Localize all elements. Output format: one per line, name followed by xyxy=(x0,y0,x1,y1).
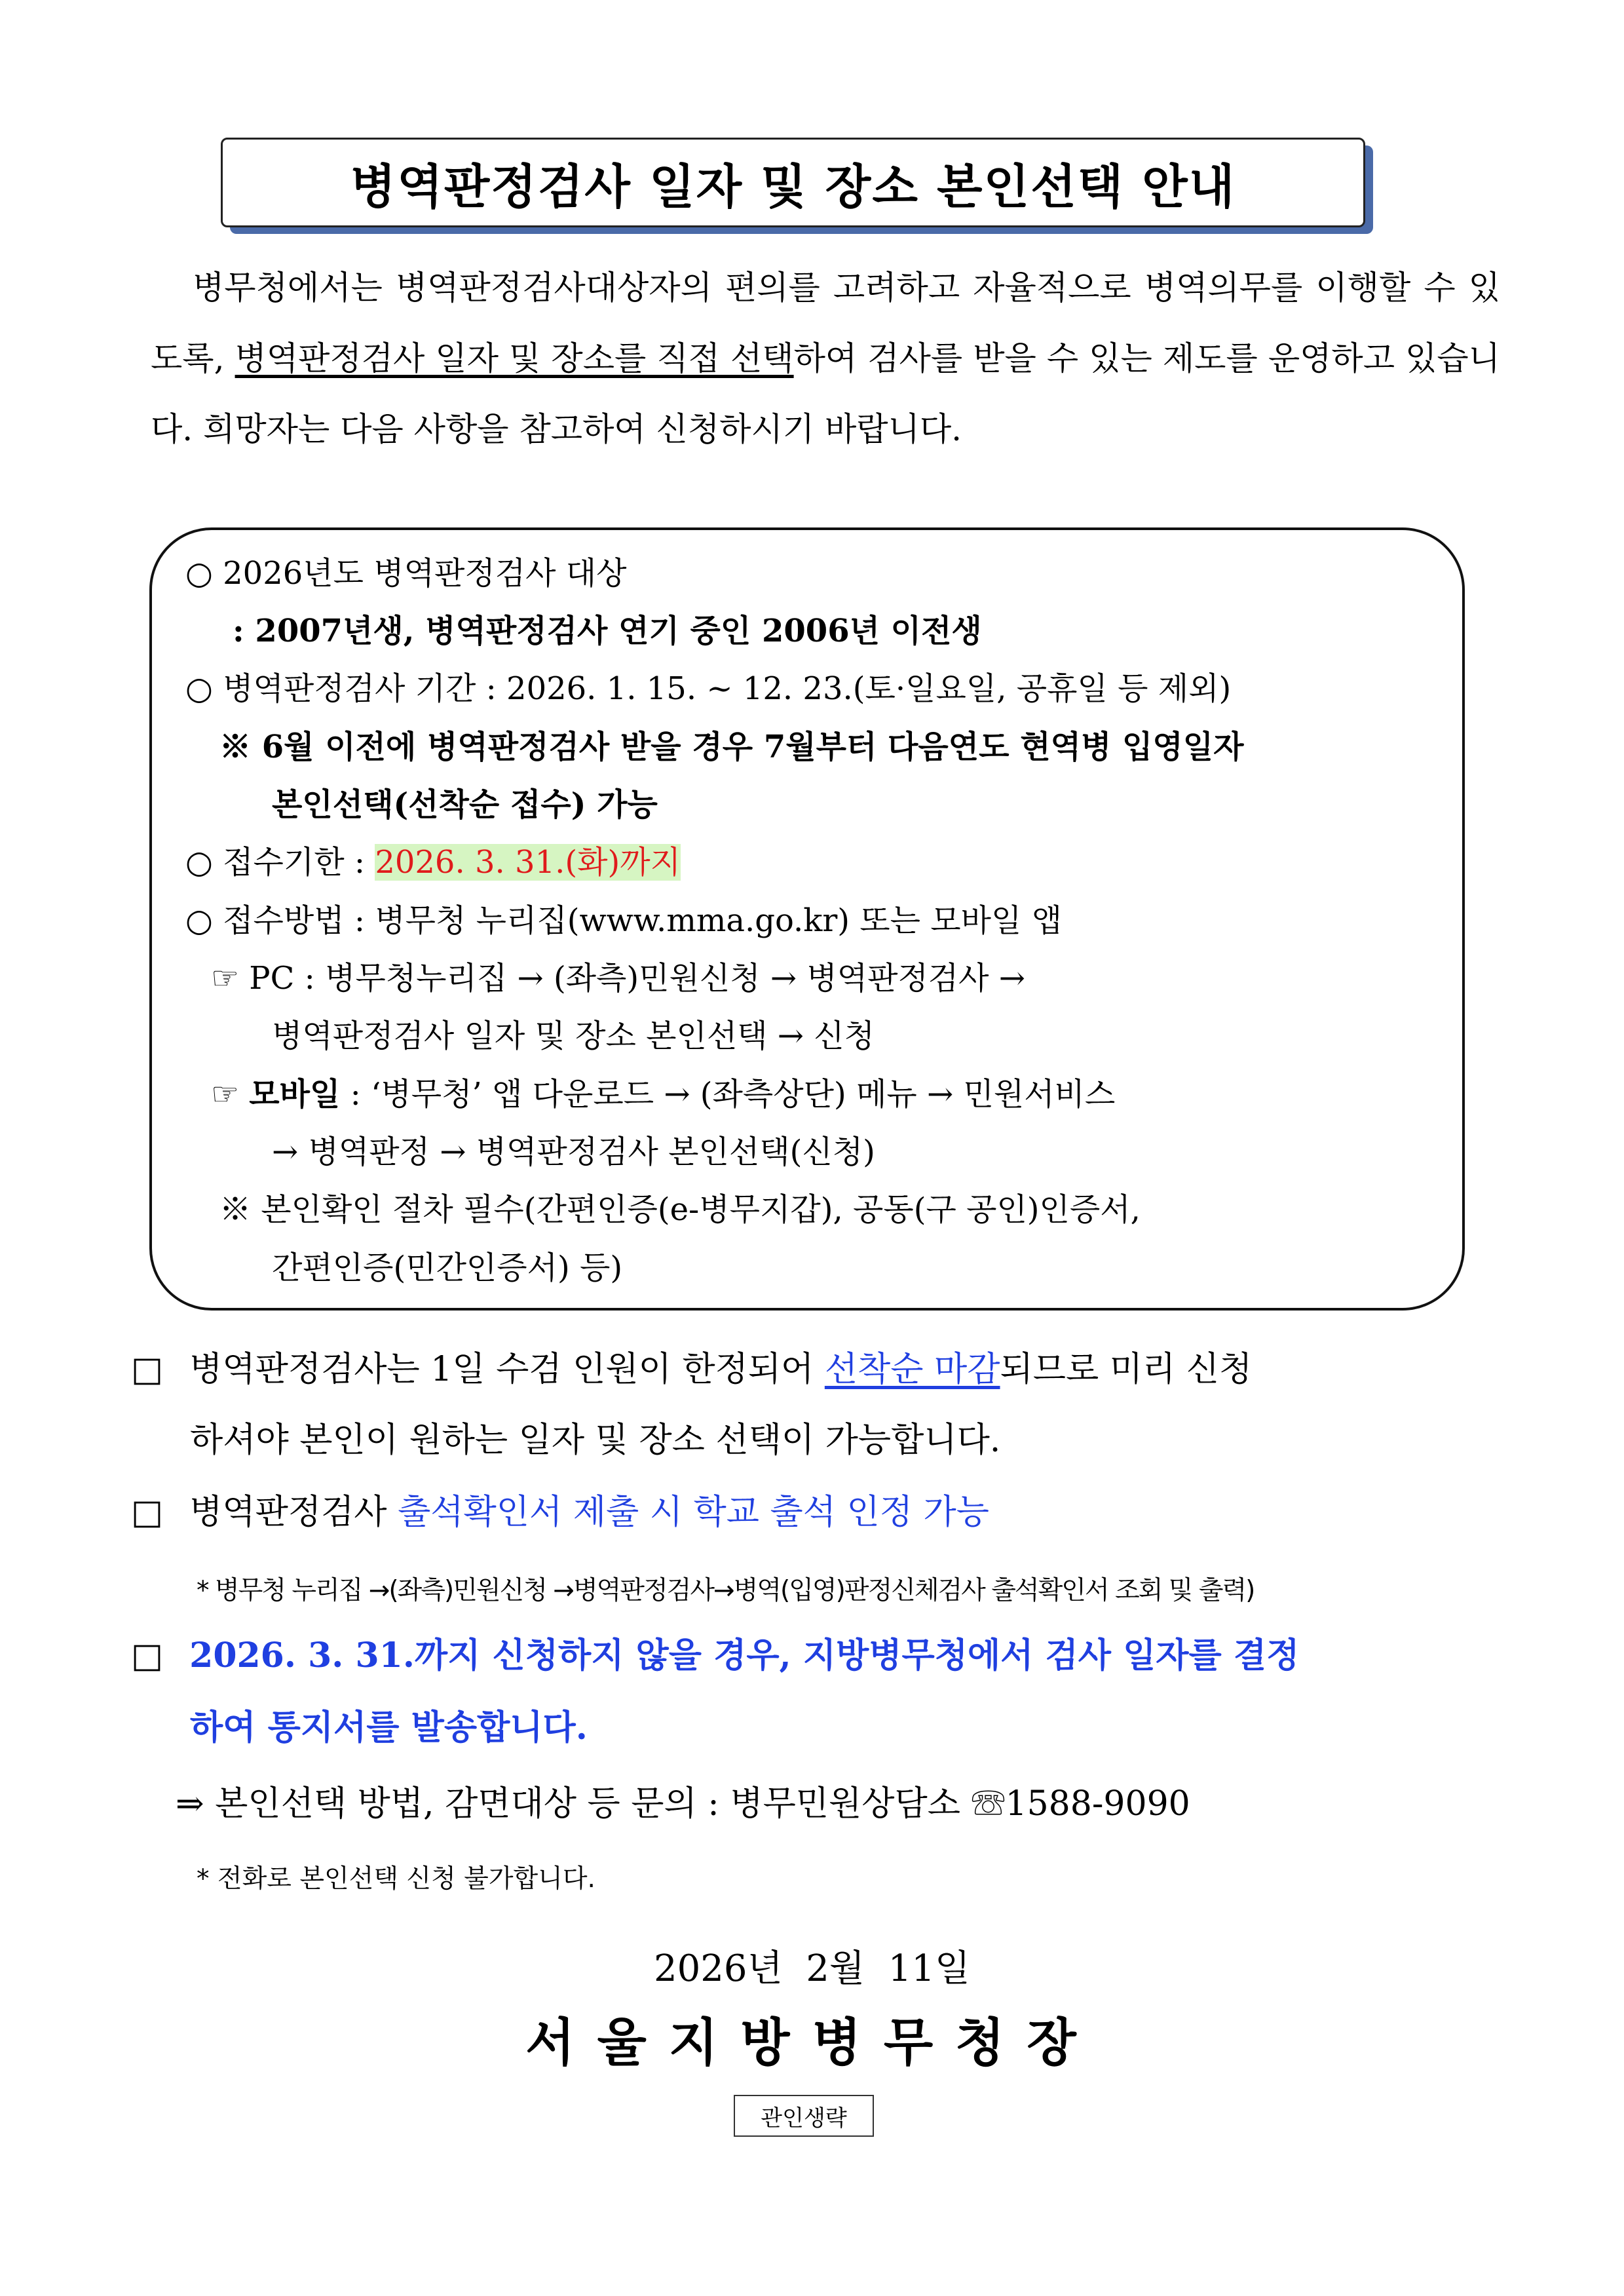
auth-note-1: ※ 본인확인 절차 필수(간편인증(e-병무지갑), 공동(구 공인)인증서, xyxy=(219,1191,1141,1228)
target-label: ○ 2026년도 병역판정검사 대상 xyxy=(185,555,627,592)
target-detail: : 2007년생, 병역판정검사 연기 중인 2006년 이전생 xyxy=(233,613,982,649)
period-note-1: ※ 6월 이전에 병역판정검사 받을 경우 7월부터 다음연도 현역병 입영일자 xyxy=(219,729,1244,765)
bullet-2-text: 병역판정검사 xyxy=(189,1493,398,1532)
bullet-3-line-1 xyxy=(131,1636,1299,1675)
title-box xyxy=(221,138,1365,227)
bullet-1-line-2: 하셔야 본인이 원하는 일자 및 장소 선택이 가능합니다. xyxy=(190,1421,1001,1460)
mobile-path-2: → 병역판정 → 병역판정검사 본인선택(신청) xyxy=(272,1134,875,1170)
exam-period: ○ 병역판정검사 기간 : 2026. 1. 15. ~ 12. 23.(토·일요일, 공휴일 등 제외) xyxy=(185,670,1232,707)
apply-method: ○ 접수방법 : 병무청 누리집(www.mma.go.kr) 또는 모바일 앱 xyxy=(185,902,1062,939)
deadline-value: 2026. 3. 31.(화)까지 xyxy=(375,844,681,881)
attendance-path-note: * 병무청 누리집 →(좌측)민원신청 →병역판정검사→병역(입영)판정신체검사 출석확인서 조회 및 출력) xyxy=(197,1576,1255,1605)
bullet-2-line xyxy=(131,1493,989,1532)
bullet-3-line-2: 하여 통지서를 발송합니다. xyxy=(190,1708,588,1748)
deadline-label: ○ 접수기한 : xyxy=(185,844,375,881)
intro-part-2: 하여 검사를 받을 수 있는 제도를 운영하고 있습니다. 희망자는 다음 사항을 참고하여 신청하시기 바랍니다. xyxy=(151,339,1500,448)
issue-date: 2026년 2월 11일 xyxy=(654,1947,970,1990)
pointer-icon: ☞ xyxy=(211,1076,250,1113)
checkbox-icon: □ xyxy=(131,1636,164,1675)
intro-paragraph xyxy=(151,252,1500,465)
pc-path-2: 병역판정검사 일자 및 장소 본인선택 → 신청 xyxy=(272,1018,875,1054)
pc-path-1: ☞ PC : 병무청누리집 → (좌측)민원신청 → 병역판정검사 → xyxy=(211,960,1026,997)
mobile-path-1 xyxy=(211,1075,1115,1114)
bullet-3-text-a: 2026. 3. 31.까지 신청하지 않을 경우, 지방병무청에서 검사 일자를 결정 xyxy=(189,1636,1300,1675)
intro-underlined: 병역판정검사 일자 및 장소를 직접 선택 xyxy=(235,339,794,377)
issuer-signature: 서울지방병무청장 xyxy=(525,2013,1099,2073)
page-title: 병역판정검사 일자 및 장소 본인선택 안내 xyxy=(350,159,1236,214)
checkbox-icon: □ xyxy=(131,1350,164,1389)
bullet-1-text-b: 되므로 미리 신청 xyxy=(1000,1350,1253,1389)
deadline-line xyxy=(185,843,681,882)
mobile-path-text: : ‘병무청’ 앱 다운로드 → (좌측상단) 메뉴 → 민원서비스 xyxy=(340,1076,1116,1113)
first-come-link: 선착순 마감 xyxy=(824,1350,1000,1389)
mobile-label: 모바일 xyxy=(249,1076,341,1113)
title-frame xyxy=(221,138,1364,226)
auth-note-2: 간편인증(민간인증서) 등) xyxy=(272,1250,623,1286)
attendance-notice: 출석확인서 제출 시 학교 출석 인정 가능 xyxy=(398,1493,989,1532)
period-note-2: 본인선택(선착순 접수) 가능 xyxy=(272,786,658,823)
checkbox-icon: □ xyxy=(131,1493,164,1532)
bullet-1-text-a: 병역판정검사는 1일 수검 인원이 한정되어 xyxy=(189,1350,825,1389)
bullet-1-line-1 xyxy=(131,1350,1252,1389)
phone-note: * 전화로 본인선택 신청 불가합니다. xyxy=(197,1864,595,1894)
inquiry-line: ⇒ 본인선택 방법, 감면대상 등 문의 : 병무민원상담소 ☏1588-9090 xyxy=(176,1784,1190,1824)
intro-part-1: 병무청에서는 병역판정검사대상자의 편의를 고려하고 자율적으로 병역의무를 이행할 수 있도록, xyxy=(151,269,1500,377)
intro-text xyxy=(151,252,1500,465)
seal-omitted-box: 관인생략 xyxy=(734,2095,874,2137)
